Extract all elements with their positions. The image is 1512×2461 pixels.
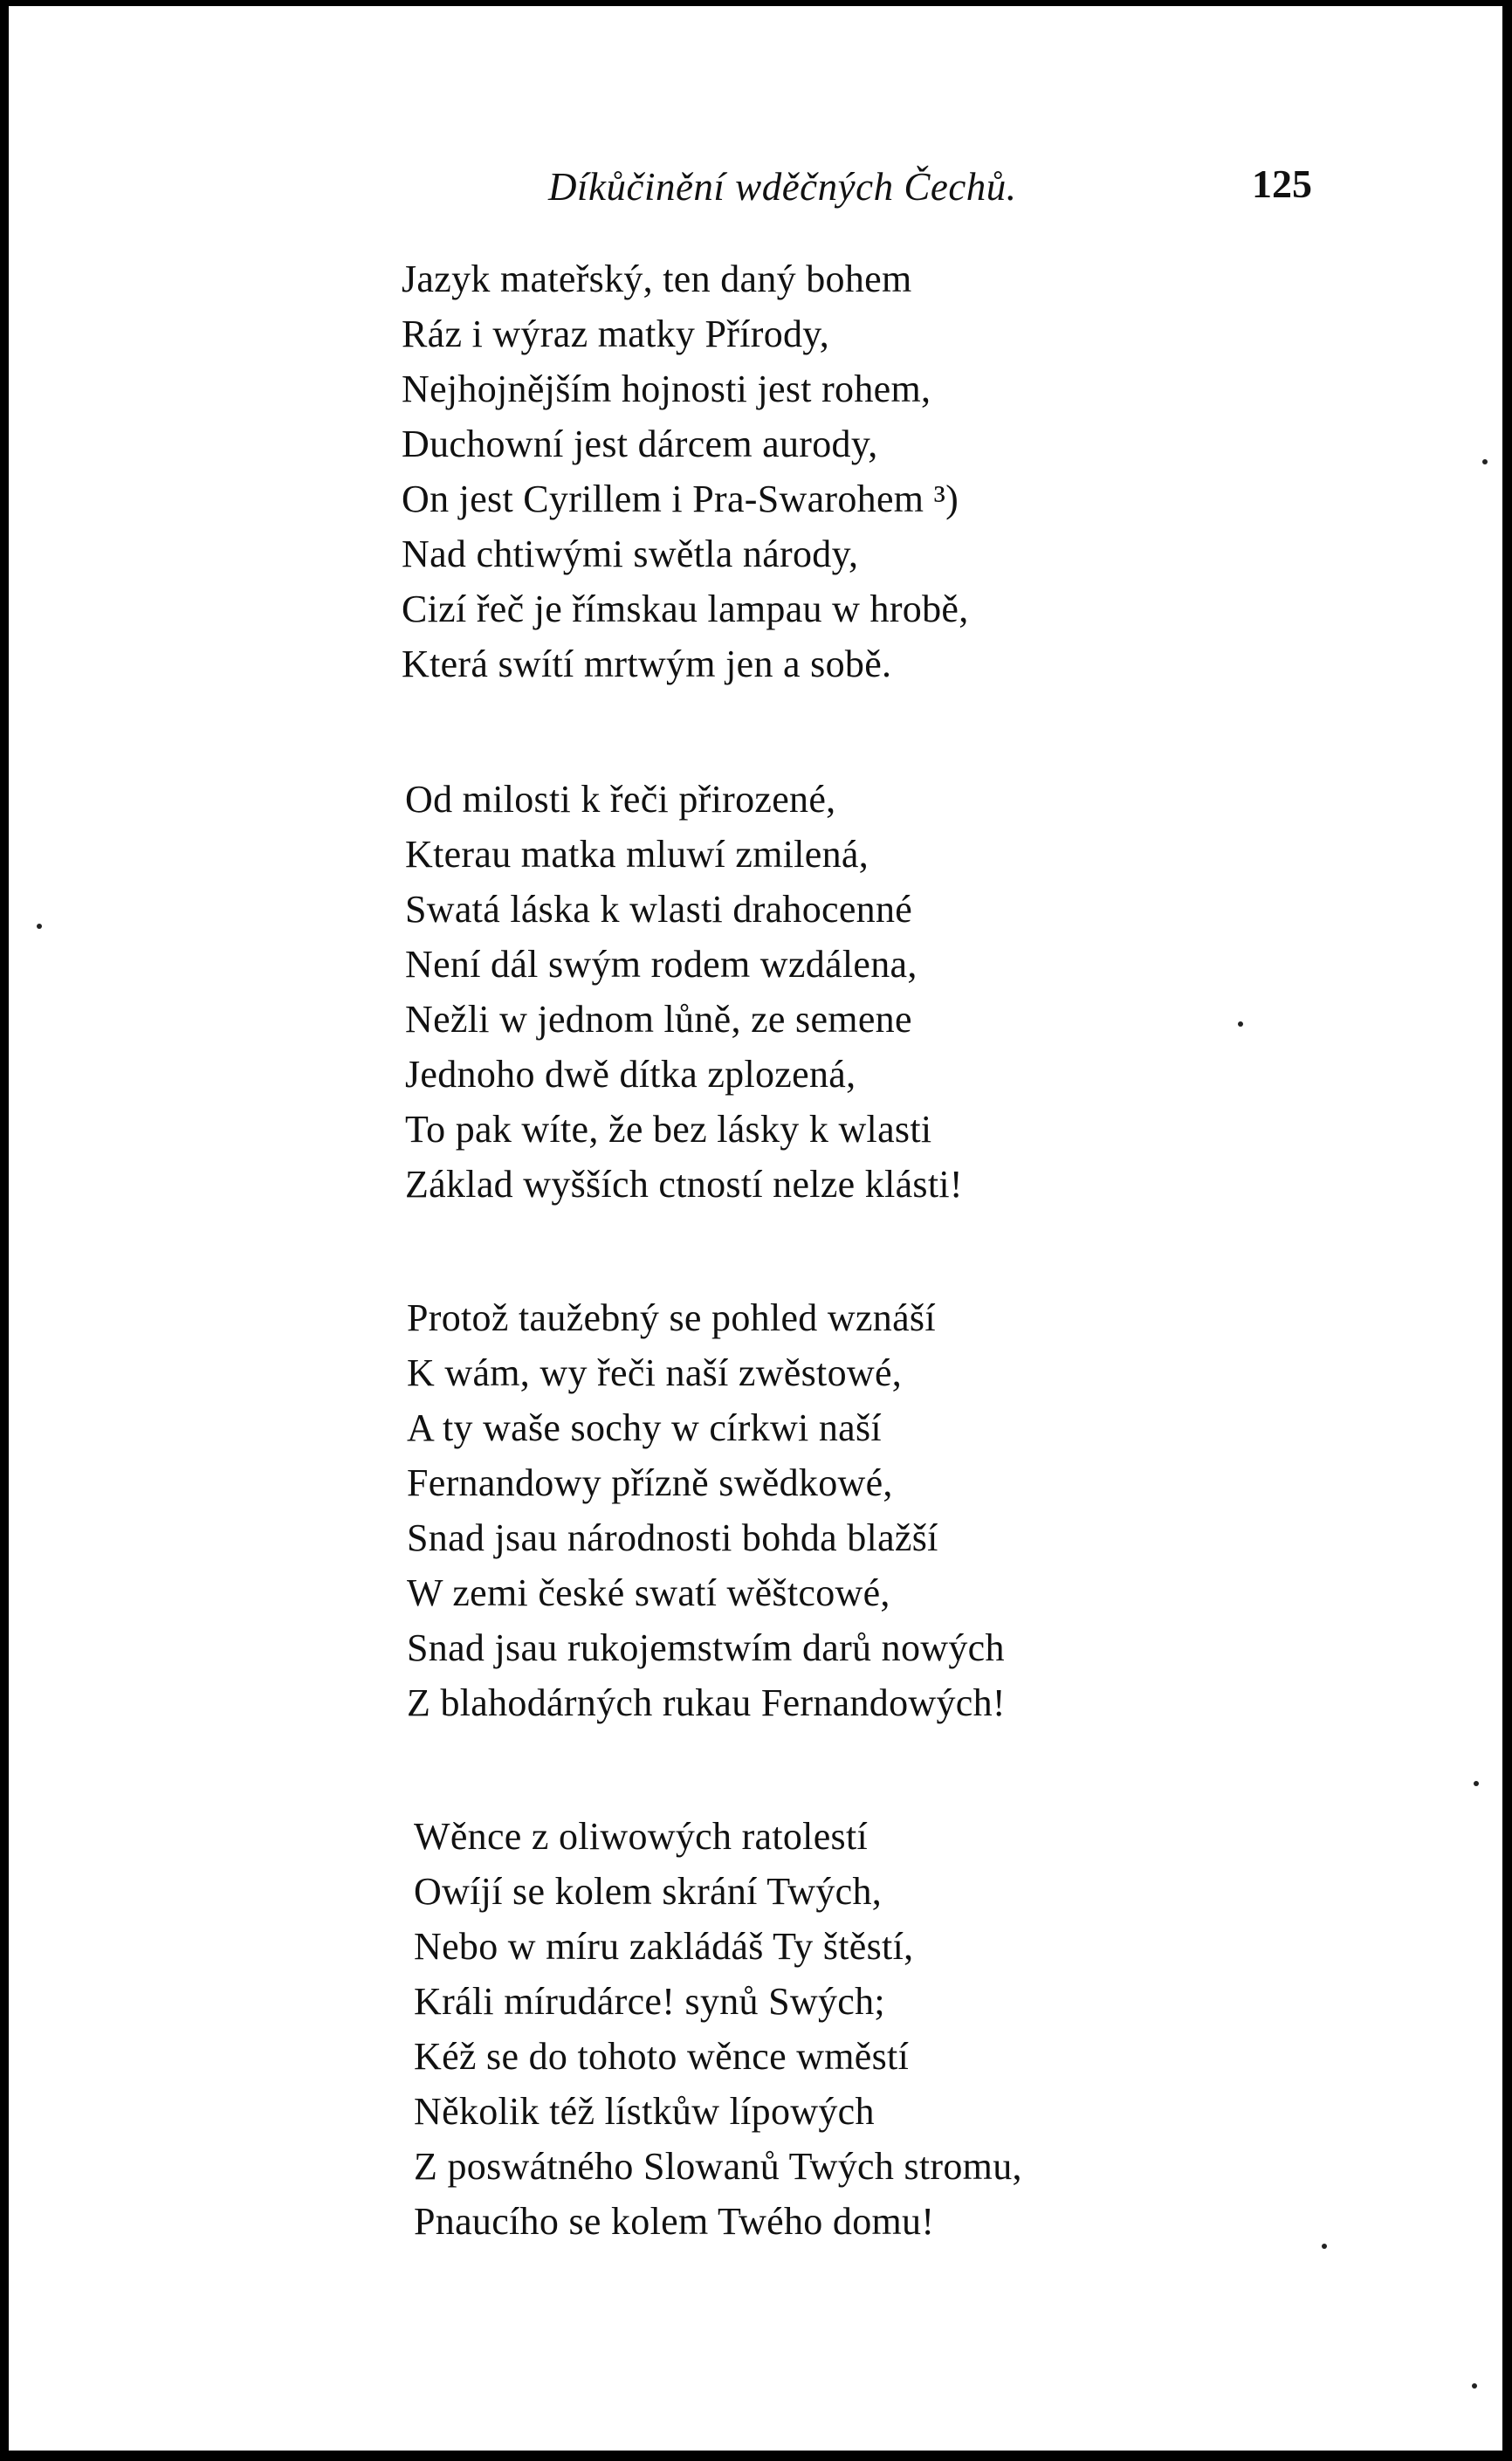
verse-line: Ráz i wýraz matky Přírody, [402, 313, 830, 355]
stanza-3 [407, 1290, 1006, 1730]
scan-border-right [1502, 0, 1512, 2461]
verse-line: Od milosti k řeči přirozené, [405, 778, 836, 821]
scan-speck [1474, 1781, 1479, 1786]
verse-line: Owíjí se kolem skrání Twých, [414, 1870, 883, 1913]
verse-line: W zemi české swatí wěštcowé, [407, 1571, 890, 1614]
stanza-2 [405, 772, 963, 1212]
verse-line: Kterau matka mluwí zmilená, [405, 833, 869, 876]
verse-line: Snad jsau národnosti bohda blažší [407, 1516, 938, 1559]
page-number: 125 [1252, 162, 1312, 206]
verse-line: Swatá láska k wlasti drahocenné [405, 888, 913, 931]
verse-line: Duchowní jest dárcem aurody, [402, 423, 878, 465]
verse-line: Cizí řeč je římskau lampau w hrobě, [402, 588, 969, 630]
scan-speck [37, 924, 42, 929]
verse-line: K wám, wy řeči naší zwěstowé, [407, 1351, 903, 1394]
stanza-4 [414, 1809, 1022, 2249]
verse-line: Protož taužebný se pohled wznáší [407, 1296, 936, 1339]
verse-line: Nebo w míru zakládáš Ty štěstí, [414, 1925, 914, 1968]
verse-line: Z blahodárných rukau Fernandowých! [407, 1681, 1006, 1724]
stanza-1 [402, 251, 969, 691]
verse-line: Nežli w jednom lůně, ze semene [405, 998, 912, 1041]
verse-line: To pak wíte, že bez lásky k wlasti [405, 1108, 932, 1151]
verse-line: Králi mírudárce! synů Swých; [414, 1980, 885, 2023]
verse-line: Jednoho dwě dítka zplozená, [405, 1053, 856, 1096]
verse-line: Snad jsau rukojemstwím darů nowých [407, 1626, 1005, 1669]
verse-line: Která swítí mrtwým jen a sobě. [402, 643, 892, 685]
scan-border-top [0, 0, 1512, 6]
verse-line: On jest Cyrillem i Pra-Swarohem ³) [402, 478, 959, 520]
verse-line: Kéž se do tohoto wěnce wměstí [414, 2035, 910, 2078]
verse-line: Pnaucího se kolem Twého domu! [414, 2200, 935, 2243]
verse-line: A ty waše sochy w církwi naší [407, 1406, 882, 1449]
scan-speck [1238, 1021, 1243, 1027]
verse-line: Jazyk mateřský, ten daný bohem [402, 258, 912, 300]
verse-line: Nad chtiwými swětla národy, [402, 533, 859, 575]
scan-speck [1322, 2244, 1327, 2249]
verse-line: Z poswátného Slowanů Twých stromu, [414, 2145, 1022, 2188]
verse-line: Základ wyšších ctností nelze klásti! [405, 1163, 963, 1206]
verse-line: Fernandowy přízně swědkowé, [407, 1461, 893, 1504]
scan-speck [1472, 2383, 1477, 2389]
verse-line: Několik též lístkůw lípowých [414, 2090, 875, 2133]
scan-border-left [0, 0, 9, 2461]
scan-border-bottom [0, 2451, 1512, 2461]
verse-line: Není dál swým rodem wzdálena, [405, 943, 918, 986]
verse-line: Wěnce z oliwowých ratolestí [414, 1815, 869, 1858]
verse-line: Nejhojnějším hojnosti jest rohem, [402, 368, 931, 410]
scan-speck [1482, 459, 1488, 464]
running-title: Díkůčinění wděčných Čechů. [548, 165, 1017, 209]
